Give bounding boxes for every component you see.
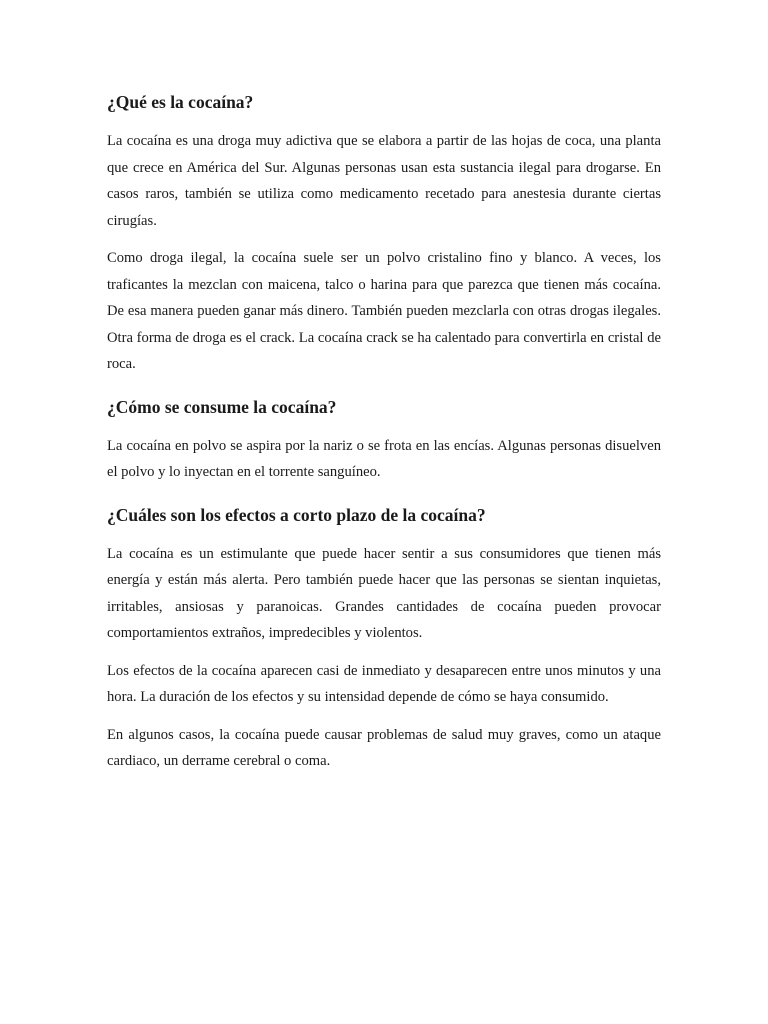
section-what-is-cocaine <box>107 90 661 378</box>
paragraph: Como droga ilegal, la cocaína suele ser un polvo cristalino fino y blanco. A veces, los traficantes la mezclan con maicena, talco o harina para que parezca que tienen más cocaína. De esa manera pueden ganar más dinero. También pueden mezclarla con otras drogas ilegales. Otra forma de droga es el crack. La cocaína crack se ha calentado para convertirla en cristal de roca. <box>107 250 661 372</box>
paragraph: La cocaína es un estimulante que puede hacer sentir a sus consumidores que tienen más energía y están más alerta. Pero también puede hacer que las personas se sientan inquietas, irritables, ansiosas y paranoicas. Grandes cantidades de cocaína pueden provocar comportamientos extraños, impredecibles y violentos. <box>107 545 661 641</box>
paragraph: La cocaína es una droga muy adictiva que se elabora a partir de las hojas de coca, una planta que crece en América del Sur. Algunas personas usan esta sustancia ilegal para drogarse. En casos raros, también se utiliza como medicamento recetado para anestesia durante ciertas cirugías. <box>107 133 661 229</box>
paragraph: Los efectos de la cocaína aparecen casi de inmediato y desaparecen entre unos minutos y una hora. La duración de los efectos y su intensidad depende de cómo se haya consumido. <box>107 662 661 705</box>
section-heading: ¿Qué es la cocaína? <box>107 92 254 112</box>
section-heading: ¿Cuáles son los efectos a corto plazo de la cocaína? <box>107 504 486 525</box>
section-short-term-effects <box>107 503 661 775</box>
section-heading: ¿Cómo se consume la cocaína? <box>107 396 337 417</box>
section-how-consumed <box>107 395 661 486</box>
paragraph: En algunos casos, la cocaína puede causar problemas de salud muy graves, como un ataque cardiaco, un derrame cerebral o coma. <box>107 726 661 769</box>
paragraph: La cocaína en polvo se aspira por la nariz o se frota en las encías. Algunas personas disuelven el polvo y lo inyectan en el torrente sanguíneo. <box>107 437 661 480</box>
